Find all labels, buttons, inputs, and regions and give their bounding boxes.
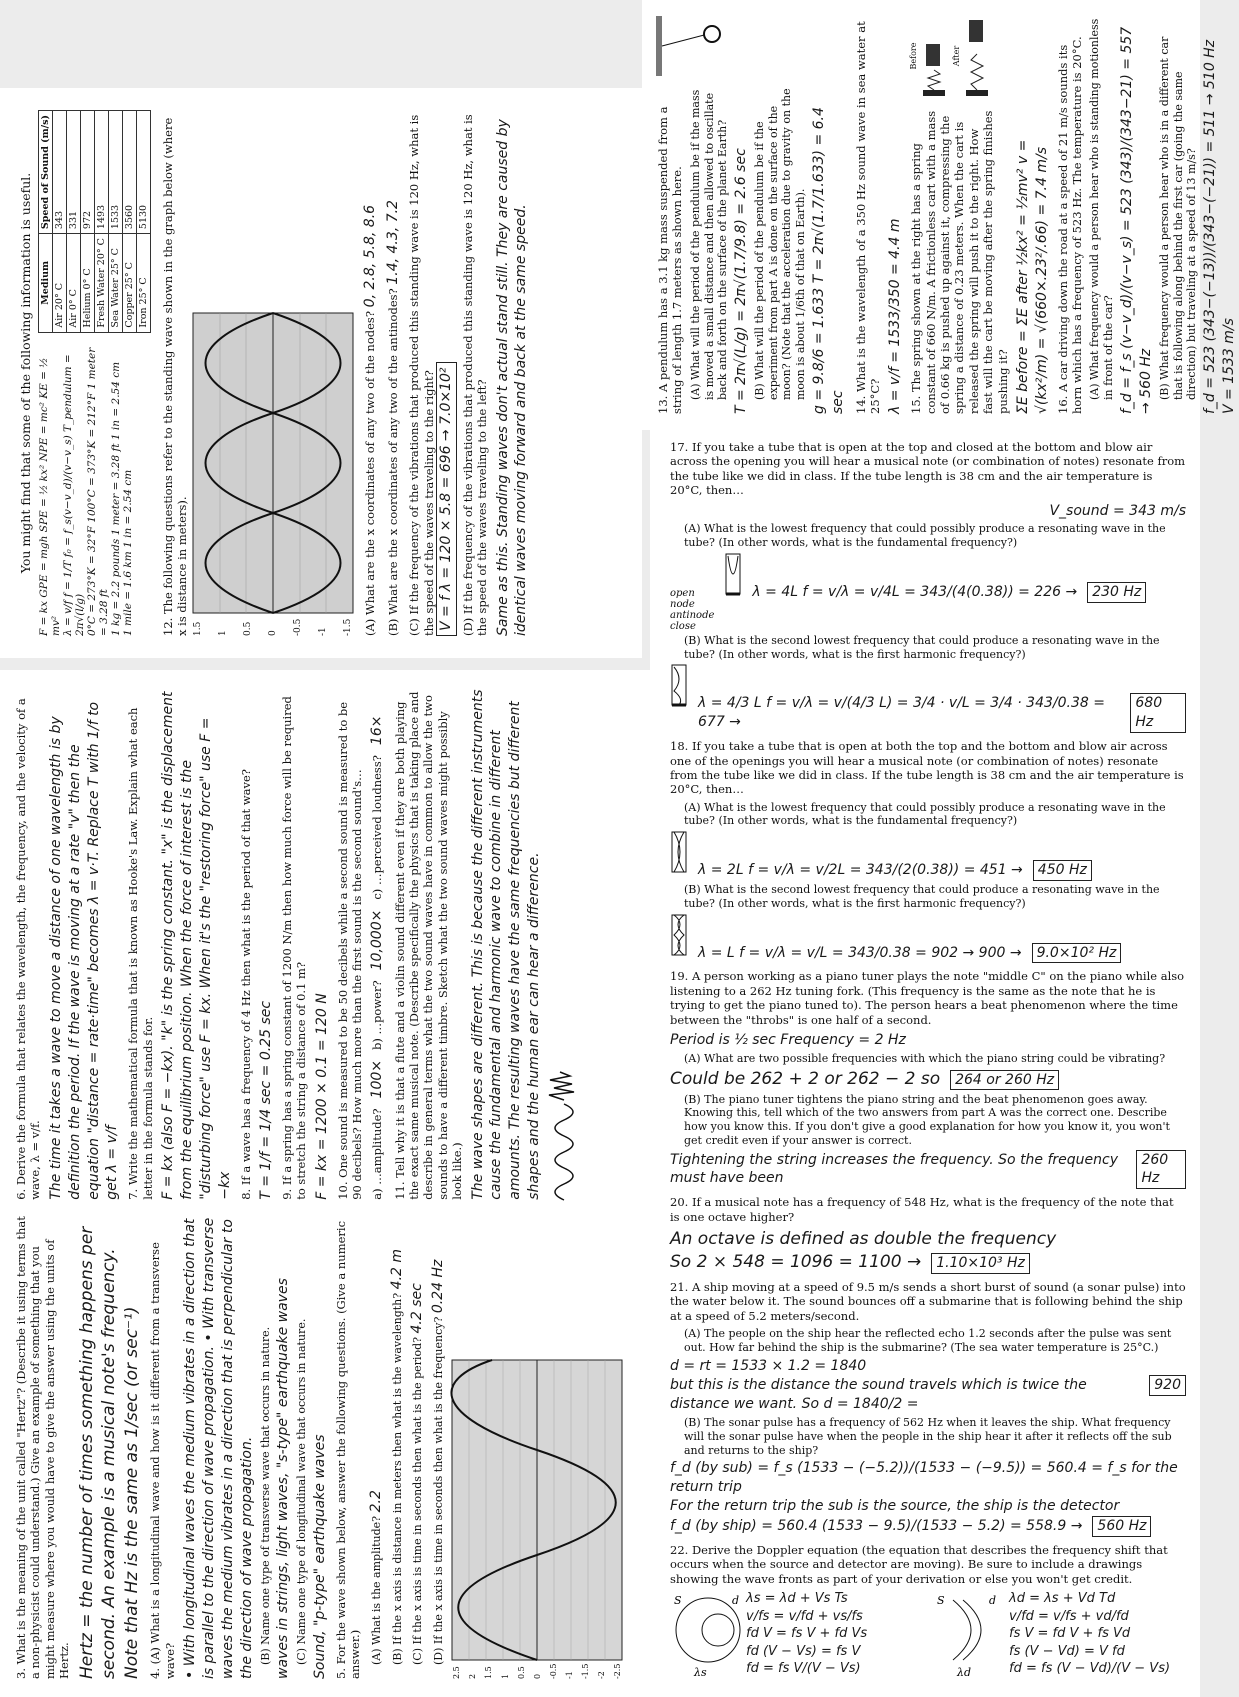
close-label: close: [670, 620, 696, 632]
worksheet-page-sound: [650, 430, 1200, 1697]
boxed-answer-18a: 450 Hz: [1033, 860, 1092, 881]
derivation-line: fs (V − Vd) = V fd: [1009, 1643, 1125, 1659]
equation-row: 1 kg = 2.2 pounds 1 meter = 3.28 ft 1 in = 2.54 cm: [109, 361, 122, 636]
boxed-answer-20: 1.10×10³ Hz: [931, 1253, 1030, 1274]
y-tick-label: 2.5: [452, 1666, 462, 1679]
question-20: 20. If a musical note has a frequency of 548 Hz, what is the frequency of the note that is one octave higher?: [670, 1195, 1174, 1224]
standing-wave-graph: [193, 313, 353, 613]
antinode-label: antinode: [670, 609, 715, 621]
boxed-answer-17a: 230 Hz: [1087, 582, 1146, 603]
question-18: 18. If you take a tube that is open at both the top and the bottom and blow air across one of the openings you will hear a musical note (or combination of notes) resonate from the tube like we did in class. If the tube length is 38 cm and the air temperature is 20°C, then…: [670, 739, 1184, 797]
answer-4a: • With longitudinal waves the medium vibrates in a direction that is parallel to the direction of wave propagation. • With transverse waves the medium vibrates in a direction that is perpendicular to the direction of wave propagation.: [182, 1217, 255, 1679]
open-label: open: [670, 587, 695, 599]
after-label: After: [952, 45, 962, 67]
table-cell: Iron 25° C: [136, 234, 150, 333]
derivation-line: λs = λd + Vs Ts: [746, 1591, 848, 1607]
table-row: [94, 111, 108, 333]
y-tick-label: 0: [532, 1673, 542, 1679]
work-20-line2: So 2 × 548 = 1096 = 1100 →: [670, 1252, 922, 1272]
timbre-sketch: [544, 1060, 584, 1200]
question-11: 11. Tell why it is that a flute and a violin sound different even if they are both playing the exact same musical note. (Describe specifically the physics that is taking place and describe in general terms what the two sound waves have in common to allow the two sounds to have a different timbre. Sketch what the two sound waves might possibly look like.): [392, 691, 465, 1200]
open-tube-diagram: [670, 913, 688, 957]
y-tick-label: 0: [268, 630, 279, 636]
question-4a: 4. (A) What is a longitudinal wave and how is it different from a transverse wave?: [148, 1242, 177, 1679]
moving-source-wavefront-drawing: [670, 1590, 740, 1680]
question-12d: (D) If the frequency of the vibrations that produced this standing wave is 120 Hz, what is the speed of the waves traveling to the left?: [460, 114, 490, 636]
question-19a: (A) What are two possible frequencies with which the piano string could be vibrating?: [684, 1051, 1166, 1065]
question-12a: (A) What are the x coordinates of any two of the nodes? 0, 2.8, 5.8, 8.6: [362, 204, 379, 636]
work-17b: λ = 4/3 L f = v/λ = v/(4/3 L) = 3/4 · v/L = 3/4 · 343/0.38 = 677 →: [698, 695, 1105, 731]
boxed-answer-19a: 264 or 260 Hz: [950, 1070, 1059, 1091]
work-17a: λ = 4L f = v/λ = v/4L = 343/(4(0.38)) = 226 →: [752, 583, 1078, 600]
question-21a: (A) The people on the ship hear the reflected echo 1.2 seconds after the pulse was sent out. How far behind the ship is the submarine? (The sea water temperature is 25°C.): [684, 1327, 1172, 1354]
work-21b-line1: f_d (by sub) = f_s (1533 − (−5.2))/(1533 − (−9.5)) = 560.4 = f_s for the return trip: [670, 1460, 1178, 1496]
boxed-answer-17b: 680 Hz: [1130, 693, 1186, 733]
question-21b: (B) The sonar pulse has a frequency of 562 Hz when it leaves the ship. What frequency will the sonar pulse have when the people in the ship hear it after it reflects off the sub and returns to the ship?: [684, 1416, 1172, 1457]
work-20-line1: An octave is defined as double the frequency: [670, 1229, 1057, 1250]
question-9: 9. If a spring has a spring constant of 1200 N/m then how much force will be required to stretch the string a distance of 0.1 m?: [279, 696, 309, 1200]
answer-14: λ = v/f = 1533/350 = 4.4 m: [887, 218, 904, 414]
question-14: 14. What is the wavelength of a 350 Hz sound wave in sea water at 25°C?: [853, 21, 883, 414]
y-tick-label: -2: [597, 1671, 607, 1679]
question-12: 12. The following questions refer to the standing wave shown in the graph below (where x is distance in meters).: [160, 117, 189, 636]
question-10c: c) …perceived loudness?: [370, 755, 385, 900]
y-tick-label: -0.5: [548, 1663, 558, 1679]
y-axis-ticks: [193, 619, 353, 636]
y-tick-label: -1.5: [580, 1663, 590, 1679]
spring-after-diagram: [961, 16, 991, 96]
y-tick-label: 0.5: [243, 621, 254, 636]
work-18b: λ = L f = v/λ = v/L = 343/0.38 = 902 → 900 →: [698, 944, 1022, 961]
moving-detector-wavefront-drawing: [933, 1590, 1003, 1680]
question-3: 3. What is the meaning of the unit called "Hertz"? (Describe it using terms that a non-physicist could understand.) Give an example of something that you might measure where you would have to give the answer using the units of Hertz.: [14, 1216, 72, 1679]
question-13: 13. A pendulum has a 3.1 kg mass suspended from a string of length 1.7 meters as shown here.: [656, 106, 685, 414]
table-header: Medium: [38, 234, 52, 333]
answer-12a: 0, 2.8, 5.8, 8.6: [362, 204, 379, 308]
before-label: Before: [909, 42, 919, 70]
detector-label: d: [989, 1594, 997, 1608]
answer-17b: [670, 663, 1186, 733]
answer-3: Hertz = the number of times something happens per second. An example is a musical note's frequency. Note that Hz is the same as 1/sec (or sec⁻¹): [76, 1226, 143, 1679]
question-12b: (B) What are the x coordinates of any two of the antinodes? 1.4, 4.3, 7.2: [385, 200, 402, 636]
question-5: 5. For the wave shown below, answer the following questions. (Give a numeric answer.): [333, 1220, 363, 1679]
answer-6: The time it takes a wave to move a distance of one wavelength is by definition the period. If the wave is moving at a rate "v" then the equation "distance = rate·time" becomes λ = v·T. Replace T with 1/f to get λ = v/f: [47, 701, 121, 1200]
question-5a: (A) What is the amplitude? 2.2: [367, 1490, 384, 1665]
answer-16a: f_d = f_s (v−v_d)/(v−v_s) = 523 (343)/(343−21) = 557 → 560 Hz: [1118, 26, 1154, 414]
work-18a: λ = 2L f = v/λ = v/2L = 343/(2(0.38)) = 451 →: [698, 862, 1023, 879]
answer-12b: 1.4, 4.3, 7.2: [385, 200, 402, 285]
table-cell: 5130: [136, 111, 150, 234]
useful-info-intro: You might find that some of the following information is useful.: [18, 172, 33, 574]
table-row: [108, 111, 122, 333]
question-18b: (B) What is the second lowest frequency that could produce a resonating wave in the tube? (In other words, what is the first harmonic frequency?): [684, 883, 1160, 910]
answer-13a: T = 2π√(L/g) = 2π√(1.7/9.8) = 2.6 sec: [733, 148, 749, 414]
source-label: S: [674, 1594, 682, 1608]
answer-16b: f_d = 523 (343−(−13))/(343−(−21)) = 511 → 510 Hz: [1202, 39, 1218, 414]
table-cell: Air 20° C: [52, 234, 66, 333]
question-10-parts: [368, 688, 388, 1200]
lambda-s-label: λs: [694, 1666, 707, 1680]
y-tick-label: 0.5: [516, 1666, 526, 1679]
sine-wave-graph: [452, 1360, 622, 1660]
table-header: Speed of Sound (m/s): [38, 111, 52, 234]
question-7: 7. Write the mathematical formula that is known as Hooke's Law. Explain what each letter in the formula stands for.: [126, 707, 155, 1200]
answer-11: The wave shapes are different. This is because the different instruments cause the fundamental and harmonic wave to combine in different amounts. The resulting waves have the same frequencies but different shapes and the human ear can hear a difference.: [469, 689, 543, 1200]
question-16b: (B) What frequency would a person hear who is in a different car that is following along behind the first car (going the same direction) but traveling at a speed of 13 m/s?: [1157, 36, 1199, 400]
derivation-line: fd = fs (V − Vd)/(V − Vs): [1009, 1661, 1171, 1677]
worksheet-page-waves: [0, 670, 650, 1697]
question-17a: (A) What is the lowest frequency that could possibly produce a resonating wave in the tube? (In other words, what is the fundamental frequency?): [684, 522, 1166, 550]
answer-18a: [670, 830, 1186, 881]
doppler-derivation: [670, 1590, 1186, 1680]
question-6: 6. Derive the formula that relates the wavelength, the frequency, and the velocity of a wave, λ = v/f.: [14, 698, 43, 1200]
answer-10b: 10,000×: [369, 909, 386, 971]
boxed-answer-19b: 260 Hz: [1136, 1150, 1186, 1190]
answer-17a: [670, 552, 1186, 632]
table-cell: 3560: [122, 111, 136, 234]
y-tick-label: 1.5: [193, 621, 204, 636]
y-tick-label: 1: [500, 1673, 510, 1679]
question-4c: (C) Name one type of longitudinal wave that occurs in nature.: [295, 1318, 309, 1665]
derivation-line: v/fs = v/fd + vs/fs: [746, 1608, 863, 1624]
question-12c: (C) If the frequency of the vibrations that produced this standing wave is 120 Hz, what is the speed of the waves traveling to the right? V = f λ = 120 × 5.8 = 696 → 7.0×10²: [407, 110, 457, 636]
table-cell: Helium 0° C: [80, 234, 94, 333]
worksheet-page-equations: [0, 88, 642, 658]
boxed-answer-21a: 920: [1149, 1375, 1186, 1396]
answer-7: F = kx (also F = −kx). "k" is the spring constant. "x" is the displacement from the equilibrium position. When the force of interest is the "disturbing force" use F = kx. When it's the "restoring force" use F = −kx: [160, 691, 233, 1200]
question-15: 15. The spring shown at the right has a spring constant of 660 N/m. A frictionless cart with a mass of 0.66 kg is pushed up against it, compressing the spring a distance of 0.23 meters. When the cart is released the spring will push it to the right. How fast will the cart be moving after the spring finishes pushing it?: [909, 110, 1010, 414]
answer-20: [670, 1251, 1186, 1274]
answer-9: F = kx = 1200 × 0.1 = 120 N: [313, 993, 330, 1200]
derivation-line: fs V = fd V + fs Vd: [1009, 1626, 1131, 1642]
worksheet-page-pendulum: [642, 0, 1237, 430]
work-21a-line2: but this is the distance the sound travels which is twice the distance we want. So d = 1840/2 =: [670, 1377, 1087, 1413]
answer-21a: [670, 1375, 1186, 1414]
question-5b: (B) If the x axis is distance in meters then what is the wavelength? 4.2 m: [388, 1248, 405, 1665]
question-13a: (A) What will the period of the pendulum be if the mass is moved a small distance and then allowed to oscillate back and forth on the surface of the planet Earth?: [688, 89, 730, 400]
work-19b: Tightening the string increases the frequency. So the frequency must have been: [670, 1151, 1119, 1187]
equation-row: λ = v/f f = 1/T f₀ = f_s(v−v_d)/(v−v_s) T_pendulum = 2π√(l/g): [61, 354, 86, 636]
question-8: 8. If a wave has a frequency of 4 Hz then what is the period of that wave?: [238, 769, 253, 1200]
work-21a-line1: d = rt = 1533 × 1.2 = 1840: [670, 1357, 867, 1374]
spring-before-diagram: [918, 16, 948, 96]
table-cell: 1533: [108, 111, 122, 234]
question-5d: (D) If the x axis is time in seconds then what is the frequency? 0.24 Hz: [430, 1259, 447, 1665]
sound-speed-note: V_sound = 343 m/s: [1049, 502, 1186, 519]
answer-12c: V = f λ = 120 × 5.8 = 696 → 7.0×10²: [436, 362, 457, 636]
question-10a: a) …amplitude?: [370, 1108, 385, 1200]
y-tick-label: 1: [218, 630, 229, 636]
table-cell: 343: [52, 111, 66, 234]
table-cell: 1493: [94, 111, 108, 234]
answer-5a: 2.2: [367, 1490, 384, 1513]
derivation-line: v/fd = v/fs + vd/fd: [1009, 1608, 1129, 1624]
lambda-d-label: λd: [957, 1666, 972, 1680]
boxed-answer-18b: 9.0×10² Hz: [1032, 943, 1122, 964]
question-17b: (B) What is the second lowest frequency that could produce a resonating wave in the tube? (In other words, what is the first harmonic frequency?): [684, 633, 1160, 661]
pendulum-diagram: [656, 16, 726, 76]
node-label: node: [670, 598, 695, 610]
question-22: 22. Derive the Doppler equation (the equation that describes the frequency shift that occurs when the source and detector are moving). Be sure to include a drawings showing the wave fronts as part of your derivation or else you won't get credit.: [670, 1543, 1168, 1586]
answer-5c: 4.2 sec: [409, 1283, 426, 1334]
question-21: 21. A ship moving at a speed of 9.5 m/s sends a short burst of sound (a sonar pulse) into the water below it. The sound bounces off a submarine that is following behind the ship at a speed of 5.2 meters/second.: [670, 1279, 1186, 1323]
equation-row: 1 mile = 1.6 km 1 in = 2.54 cm: [121, 469, 134, 636]
answer-19-note: Period is ½ sec Frequency = 2 Hz: [670, 1031, 906, 1048]
y-axis-ticks: [452, 1664, 622, 1679]
equation-row: F = kx GPE = mgh SPE = ½ kx² NPE = mc² KE = ½ mv²: [37, 357, 62, 636]
table-cell: Sea Water 25° C: [108, 234, 122, 333]
answer-4c: Sound, "p-type" earthquake waves: [312, 1434, 329, 1679]
question-5c: (C) If the x axis is time in seconds then what is the period? 4.2 sec: [409, 1283, 426, 1665]
answer-19b: [670, 1150, 1186, 1190]
table-row: [80, 111, 94, 333]
derivation-line: fd (V − Vs) = fs V: [746, 1643, 861, 1659]
work-19a: Could be 262 + 2 or 262 − 2 so: [670, 1068, 941, 1089]
speed-of-sound-table: [38, 110, 151, 333]
question-16: 16. A car driving down the road at a speed of 21 m/s sounds its horn which has a frequency of 523 Hz. The temperature is 20°C.: [1055, 36, 1085, 414]
question-13b: (B) What will the period of the pendulum be if the experiment from part A is done on the surface of the moon? (Note that the acceleration due to gravity on the moon is about 1/6th of that on Earth).: [752, 88, 808, 400]
answer-12d: Same as this. Standing waves don't actual stand still. They are caused by identical waves moving forward and back at the same speed.: [494, 119, 530, 636]
answer-10c: 16×: [369, 715, 386, 746]
y-tick-label: 2: [468, 1673, 478, 1679]
open-tube-diagram: [670, 830, 688, 874]
y-tick-label: -2.5: [613, 1663, 623, 1679]
speed-note: V = 1533 m/s: [1220, 318, 1237, 414]
table-cell: Air 0° C: [66, 234, 80, 333]
y-tick-label: -1.5: [343, 618, 354, 636]
table-cell: Copper 25° C: [122, 234, 136, 333]
y-tick-label: -0.5: [293, 618, 304, 636]
closed-tube-diagram: [670, 663, 688, 707]
derivation-line: λd = λs + Vd Td: [1009, 1591, 1116, 1607]
boxed-answer-21b: 560 Hz: [1092, 1516, 1151, 1537]
question-16a: (A) What frequency would a person hear who is standing motionless in front of the car?: [1088, 18, 1116, 400]
table-cell: 331: [66, 111, 80, 234]
derivation-line: fd V = fs V + fd Vs: [746, 1626, 868, 1642]
closed-tube-diagram: [724, 552, 742, 596]
y-tick-label: -1: [318, 627, 329, 636]
source-label: S: [937, 1594, 945, 1608]
question-19: 19. A person working as a piano tuner plays the note "middle C" on the piano while also listening to a 262 Hz tuning fork. (This frequency is the same as the note that he is trying to get the piano tuned to). The person hears a beat phenomenon where the time between the "throbs" is one half of a second.: [670, 969, 1185, 1027]
y-tick-label: -1: [564, 1671, 574, 1679]
table-row: [136, 111, 150, 333]
question-17: 17. If you take a tube that is open at the top and closed at the bottom and blow air across the opening you will hear a musical note (or combination of notes) resonate from the tube like we did in class. If the tube length is 38 cm and the air temperature is 20°C, then…: [670, 440, 1186, 498]
question-4b: (B) Name one type of transverse wave that occurs in nature.: [258, 1326, 272, 1665]
question-10: 10. One sound is measured to be 50 decibels while a second sound is measured to be 90 decibels? How much more than the first sound is the second sound's…: [335, 701, 364, 1200]
answer-5b: 4.2 m: [388, 1248, 405, 1290]
question-18a: (A) What is the lowest frequency that could possibly produce a resonating wave in the tube? (In other words, what is the fundamental frequency?): [684, 800, 1166, 828]
work-21b-line2: For the return trip the sub is the source, the ship is the detector: [670, 1498, 1120, 1515]
answer-13b: g = 9.8/6 = 1.633 T = 2π√(1.7/1.633) = 6.4 sec: [810, 107, 846, 414]
table-row: [66, 111, 80, 333]
work-21b-line3: f_d (by ship) = 560.4 (1533 − 9.5)/(1533 − 5.2) = 558.9 →: [670, 1518, 1083, 1535]
table-cell: Fresh Water 20° C: [94, 234, 108, 333]
answer-10a: 100×: [369, 1059, 386, 1099]
derivation-line: fd = fs V/(V − Vs): [746, 1661, 861, 1677]
answer-18b: [670, 913, 1186, 964]
table-row: [122, 111, 136, 333]
question-10b: b) …power?: [370, 980, 385, 1050]
y-tick-label: 1.5: [484, 1666, 494, 1679]
answer-15: ΣE before = ΣE after ½kx² = ½mv² v = √(kx²/m) = √(660×.23²/.66) = 7.4 m/s: [1014, 139, 1050, 414]
equation-row: 0°C = 273°K = 32°F 100°C = 373°K = 212°F 1 meter = 3.28 ft: [85, 347, 110, 636]
answer-5d: 0.24 Hz: [430, 1259, 447, 1314]
answer-4b: waves in strings, light waves, "s-type" earthquake waves: [275, 1278, 292, 1679]
answer-8: T = 1/f = 1/4 sec = 0.25 sec: [258, 1000, 274, 1200]
question-19b: (B) The piano tuner tightens the piano string and the beat phenomenon goes away. Knowing this, tell which of the two answers from part A was the correct one. Describe how you know this. If you don't give a good explanation for how you know it, you won't get credit even if your answer is correct.: [684, 1092, 1170, 1147]
answer-19a: [670, 1068, 1186, 1091]
table-row: [52, 111, 66, 333]
table-cell: 972: [80, 111, 94, 234]
answer-21b: [670, 1516, 1186, 1537]
detector-label: d: [732, 1594, 740, 1608]
